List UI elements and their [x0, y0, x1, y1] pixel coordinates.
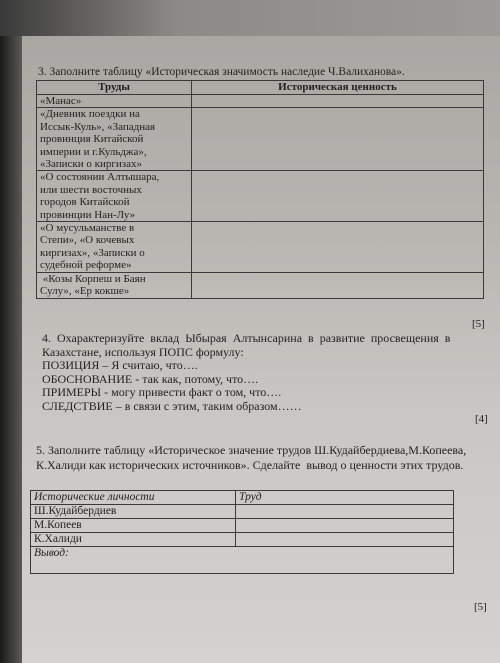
q5-conclusion-label: Вывод: — [34, 547, 69, 559]
q3-work-cell — [37, 95, 192, 108]
table-row — [31, 519, 454, 533]
table-row — [37, 95, 484, 108]
cell-line: «Дневник поездки на — [40, 108, 140, 121]
cell-line: провинции Нан-Лу» — [40, 208, 136, 221]
q5-person-cell: К.Халиди — [31, 533, 236, 547]
q5-conclusion-cell[interactable] — [31, 547, 454, 574]
q3-value-input-cell[interactable] — [192, 222, 484, 273]
cell-line: «О мусульманстве в — [40, 222, 135, 235]
q4-pops-examples: ПРИМЕРЫ - могу привести факт о том, что…. — [42, 385, 282, 400]
cell-line: судебной реформе» — [40, 259, 132, 272]
q3-header-works: Труды — [37, 81, 192, 95]
q3-header-value: Историческая ценность — [192, 81, 484, 95]
table-row — [37, 222, 484, 273]
q5-table — [30, 490, 454, 574]
cell-line: Степи», «О кочевых — [40, 234, 135, 247]
cell-line: «Козы Корпеш и Баян — [40, 272, 146, 285]
q5-prompt-line: 5. Заполните таблицу «Историческое значение трудов Ш.Кудайбердиева,М.Копеева, — [36, 443, 467, 457]
cell-line: киргизах», «Записки о — [40, 246, 145, 259]
table-row — [37, 108, 484, 171]
q3-value-input-cell[interactable] — [192, 95, 484, 108]
q4-pops-consequence: СЛЕДСТВИЕ – в связи с этим, таким образом…… — [42, 398, 302, 413]
q3-work-cell — [37, 272, 192, 298]
q5-header-work: Труд — [236, 491, 454, 505]
q3-work-cell — [37, 171, 192, 222]
cell-line: Сулу», «Ер кокше» — [40, 285, 130, 298]
q5-work-input-cell[interactable] — [236, 519, 454, 533]
cell-line: провинция Китайской — [40, 133, 144, 146]
q5-prompt-line: К.Халиди как исторических источников». Сделайте вывод о ценности этих трудов. — [36, 457, 464, 472]
cell-line: или шести восточных — [40, 183, 142, 196]
table-row — [37, 272, 484, 298]
q5-table-header — [31, 491, 454, 505]
q4-prompt-line: Казахстане, используя ПОПС формулу: — [42, 344, 244, 359]
cell-line: «Записки о киргизах» — [40, 158, 142, 171]
q5-person-cell: М.Копеев — [31, 519, 236, 533]
q3-work-cell — [37, 108, 192, 171]
photo-background-top — [0, 0, 500, 36]
q3-value-input-cell[interactable] — [192, 272, 484, 298]
cell-line: городов Китайской — [40, 196, 130, 209]
cell-line: Иссык-Куль», «Западная — [40, 120, 156, 133]
q5-header-persons: Исторические личности — [31, 491, 236, 505]
photo-background-left — [0, 36, 22, 663]
q4-block — [42, 332, 490, 414]
q3-work-cell — [37, 222, 192, 273]
q3-table-header — [37, 81, 484, 95]
q5-work-input-cell[interactable] — [236, 505, 454, 519]
q4-score: [4] — [475, 413, 488, 425]
cell-line: империи и г.Кульджа», — [40, 145, 147, 158]
q4-pops-reasoning: ОБОСНОВАНИЕ - так как, потому, что…. — [42, 371, 259, 386]
table-row — [37, 171, 484, 222]
q3-value-input-cell[interactable] — [192, 171, 484, 222]
q5-score: [5] — [474, 601, 487, 613]
q3-table — [36, 80, 484, 299]
q3-value-input-cell[interactable] — [192, 108, 484, 171]
q5-block — [36, 443, 484, 472]
q3-score: [5] — [472, 318, 485, 330]
table-row — [31, 533, 454, 547]
q5-conclusion-row — [31, 547, 454, 574]
q5-work-input-cell[interactable] — [236, 533, 454, 547]
q3-title: 3. Заполните таблицу «Историческая значимость наследие Ч.Валиханова». — [38, 66, 405, 78]
table-row — [31, 505, 454, 519]
cell-line: «Манас» — [40, 95, 82, 107]
q4-prompt-line: 4. Охарактеризуйте вклад Ыбырая Алтынсарина в развитие просвещения в — [42, 331, 451, 345]
q4-pops-position: ПОЗИЦИЯ – Я считаю, что…. — [42, 358, 198, 373]
q5-person-cell: Ш.Кудайбердиев — [31, 505, 236, 519]
cell-line: «О состоянии Алтышара, — [40, 171, 160, 184]
